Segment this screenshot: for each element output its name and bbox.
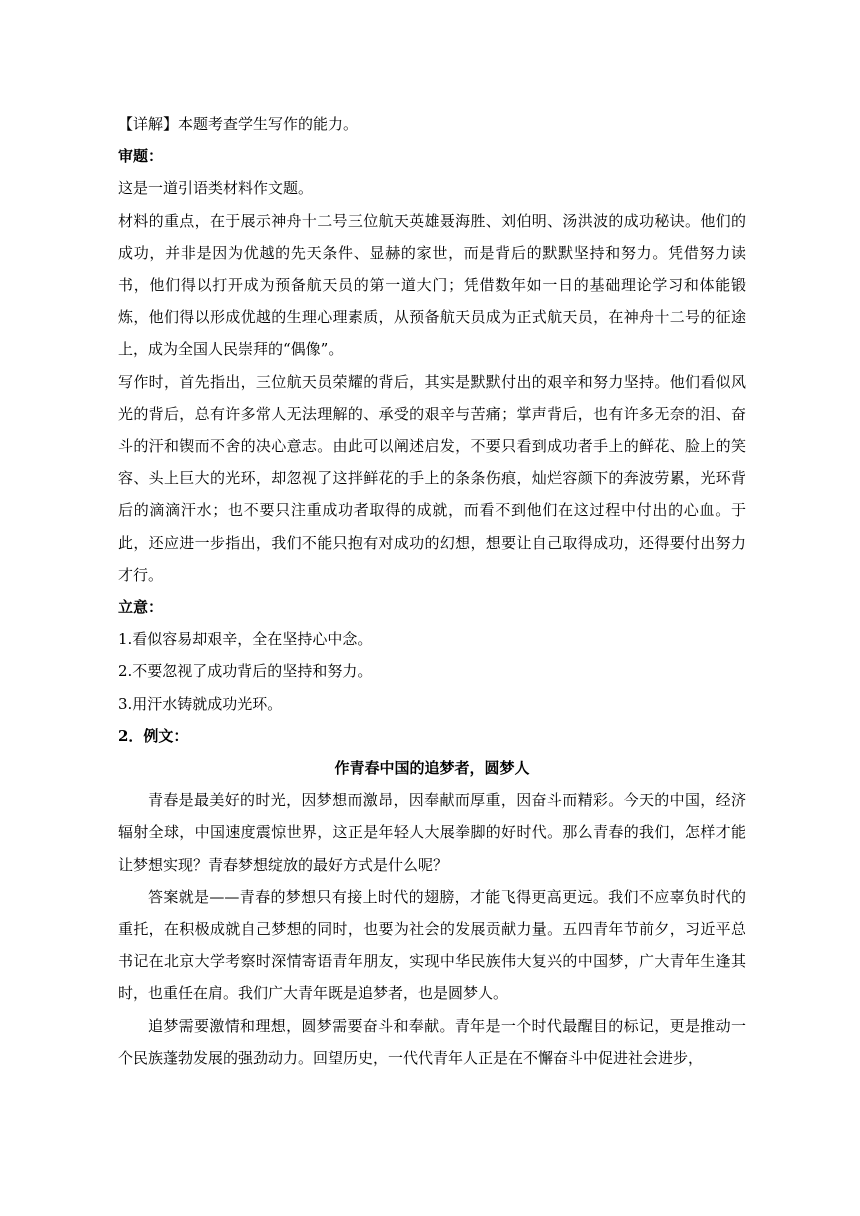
essay-paragraph: 青春是最美好的时光，因梦想而激昂，因奉献而厚重，因奋斗而精彩。今天的中国，经济辐射全球，中国速度震惊世界，这正是年轻人大展拳脚的好时代。那么青春的我们，怎样才能让梦想实现？青春梦想绽放的最好方式是什么呢？ — [118, 791, 746, 874]
theme-item: 1.看似容易却艰辛，全在坚持心中念。 — [118, 630, 373, 649]
essay-paragraph: 追梦需要激情和理想，圆梦需要奋斗和奉献。青年是一个时代最醒目的标记，更是推动一个民族蓬勃发展的强劲动力。回望历史，一代代青年人正是在不懈奋斗中促进社会进步， — [118, 1016, 746, 1067]
essay-paragraph: 答案就是——青春的梦想只有接上时代的翅膀，才能飞得更高更远。我们不应辜负时代的重托，在积极成就自己梦想的同时，也要为社会的发展贡献力量。五四青年节前夕，习近平总书记在北京大学考察时深情寄语青年朋友，实现中华民族伟大复兴的中国梦，广大青年生逢其时，也重任在肩。我们广大青年既是追梦者，也是圆梦人。 — [118, 887, 746, 1003]
review-heading: 审题： — [118, 147, 164, 166]
detail-intro: 【详解】本题考查学生写作的能力。 — [118, 115, 359, 133]
review-type: 这是一道引语类材料作文题。 — [118, 179, 314, 198]
essay-title: 作青春中国的追梦者，圆梦人 — [334, 759, 530, 778]
theme-heading: 立意： — [118, 598, 164, 617]
theme-item: 2.不要忽视了成功背后的坚持和努力。 — [118, 662, 373, 681]
document-page — [118, 108, 746, 1074]
theme-item: 3.用汗水铸就成功光环。 — [118, 694, 283, 713]
review-writing-paragraph: 写作时，首先指出，三位航天员荣耀的背后，其实是默默付出的艰辛和努力坚持。他们看似风光的背后，总有许多常人无法理解的、承受的艰辛与苦痛；掌声背后，也有许多无奈的泪、奋斗的汗和锲而不舍的决心意志。由此可以阐述启发，不要只看到成功者手上的鲜花、脸上的笑容、头上巨大的光环，却忽视了这拌鲜花的手上的条条伤痕，灿烂容颜下的奔波劳累，光环背后的滴滴汗水；也不要只注重成功者取得的成就，而看不到他们在这过程中付出的心血。于此，还应进一步指出，我们不能只抱有对成功的幻想，想要让自己取得成功，还得要付出努力才行。 — [118, 372, 746, 584]
example-heading: 2．例文： — [118, 726, 189, 745]
review-focus-paragraph: 材料的重点，在于展示神舟十二号三位航天英雄聂海胜、刘伯明、汤洪波的成功秘诀。他们的成功，并非是因为优越的先天条件、显赫的家世，而是背后的默默坚持和努力。凭借努力读书，他们得以打开成为预备航天员的第一道大门；凭借数年如一日的基础理论学习和体能锻炼，他们得以形成优越的生理心理素质，从预备航天员成为正式航天员，在神舟十二号的征途上，成为全国人民崇拜的“偶像”。 — [118, 211, 746, 359]
